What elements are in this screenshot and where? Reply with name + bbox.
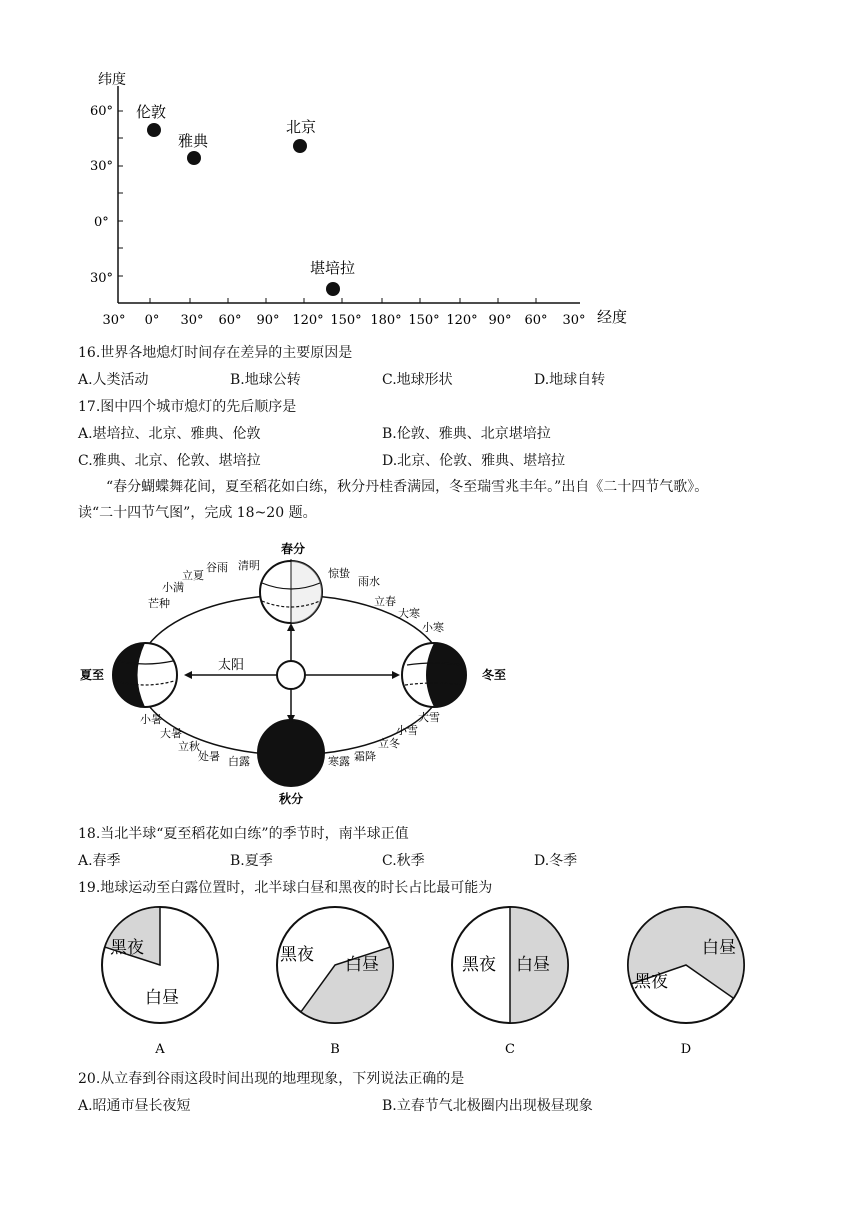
city-map [90,60,650,335]
x-tick: 180° [370,313,402,328]
q16-option-a[interactable]: A.人类活动 [78,372,149,388]
question-17-stem: 17.图中四个城市熄灯的先后顺序是 [78,399,297,415]
y-tick: 60° [90,104,114,119]
x-tick: 150° [330,313,362,328]
city-point-beijing [293,139,307,153]
solar-terms-diagram [78,535,518,810]
q16-option-d[interactable]: D.地球自转 [534,372,606,388]
question-19-stem: 19.地球运动至白露位置时，北半球白昼和黑夜的时长占比最可能为 [78,880,493,896]
pie-chart-option-b[interactable] [277,907,393,1057]
x-tick: 150° [408,313,440,328]
question-16-stem: 16.世界各地熄灯时间存在差异的主要原因是 [78,345,353,361]
pie-night-label: 黑夜 [462,955,496,975]
q17-option-c[interactable]: C.雅典、北京、伦敦、堪培拉 [78,453,261,469]
x-tick: 120° [446,313,478,328]
label-spring-equinox: 春分 [281,542,306,556]
city-label-canberra: 堪培拉 [310,259,356,277]
city-point-canberra [326,282,340,296]
passage-line-2: 读“二十四节气图”，完成 18~20 题。 [78,505,317,521]
pie-day-label: 白昼 [145,988,179,1008]
term-xiaoman: 小满 [162,581,184,594]
city-point-london [147,123,161,137]
term-jingzhe: 惊蛰 [328,567,350,580]
x-tick: 90° [256,313,280,328]
x-tick: 60° [524,313,548,328]
earth-winter-solstice [402,643,466,707]
pie-day-label: 白昼 [516,955,550,975]
x-tick: 0° [144,313,160,328]
pie-night-label: 黑夜 [634,972,668,992]
q18-option-c[interactable]: C.秋季 [382,853,425,869]
q16-option-c[interactable]: C.地球形状 [382,372,453,388]
term-qingming: 清明 [238,559,260,572]
q19-pie-charts[interactable] [90,905,770,1065]
sun-label: 太阳 [218,658,245,673]
pie-option-letter: D [680,1042,692,1057]
q18-option-a[interactable]: A.春季 [78,853,121,869]
x-tick: 30° [562,313,586,328]
city-label-london: 伦敦 [136,103,167,121]
term-mangzhong: 芒种 [148,597,170,610]
passage-line-1: “春分蝴蝶舞花间，夏至稻花如白练，秋分丹桂香满园，冬至瑞雪兆丰年。”出自《二十四节气歌》。 [106,479,709,495]
pie-day-label: 白昼 [702,938,736,958]
pie-chart-option-a[interactable] [102,907,218,1057]
city-point-athens [187,151,201,165]
x-axis-label: 经度 [597,308,628,326]
earth-autumn-equinox [258,720,324,786]
pie-night-label: 黑夜 [280,945,314,965]
q20-option-b[interactable]: B.立春节气北极圈内出现极昼现象 [382,1098,593,1114]
pie-chart-option-d[interactable] [628,907,744,1057]
y-tick: 30° [90,159,114,174]
q17-option-d[interactable]: D.北京、伦敦、雅典、堪培拉 [382,453,566,469]
term-lidong: 立冬 [378,737,400,750]
question-20-stem: 20.从立春到谷雨这段时间出现的地理现象，下列说法正确的是 [78,1071,465,1087]
x-tick: 30° [180,313,204,328]
earth-spring-equinox [260,559,322,625]
term-xiaoxue: 小雪 [396,724,418,737]
term-liqiu: 立秋 [178,740,200,753]
pie-chart-option-c[interactable] [452,907,568,1057]
city-label-beijing: 北京 [286,118,317,136]
pie-option-letter: A [155,1042,165,1057]
q16-option-b[interactable]: B.地球公转 [230,372,301,388]
y-tick: 0° [94,215,109,230]
passage [78,474,788,500]
label-summer-solstice: 夏至 [80,668,105,682]
pie-day-label: 白昼 [345,955,379,975]
pie-option-letter: C [505,1042,515,1057]
y-axis-label: 纬度 [98,72,126,88]
term-daxue: 大雪 [418,711,440,724]
question-18-stem: 18.当北半球“夏至稻花如白练”的季节时，南半球正值 [78,826,409,842]
y-tick: 30° [90,271,114,286]
sun-icon [277,661,305,689]
pie-night-label: 黑夜 [110,938,144,958]
q17-option-a[interactable]: A.堪培拉、北京、雅典、伦敦 [78,426,261,442]
label-autumn-equinox: 秋分 [279,792,304,806]
term-dahan: 大寒 [398,607,420,620]
term-guyu: 谷雨 [206,561,228,574]
x-tick: 90° [488,313,512,328]
term-xiaohan: 小寒 [422,621,444,634]
city-label-athens: 雅典 [178,132,209,150]
x-tick: 120° [292,313,324,328]
term-dashu: 大暑 [160,727,182,740]
term-yushui: 雨水 [358,575,380,588]
x-tick: 30° [102,313,126,328]
label-winter-solstice: 冬至 [482,668,507,682]
q17-option-b[interactable]: B.伦敦、雅典、北京堪培拉 [382,426,551,442]
x-tick: 60° [218,313,242,328]
term-lichun: 立春 [374,595,396,608]
q18-option-b[interactable]: B.夏季 [230,853,273,869]
q18-option-d[interactable]: D.冬季 [534,853,578,869]
q20-option-a[interactable]: A.昭通市昼长夜短 [78,1098,191,1114]
term-chushu: 处暑 [198,750,220,763]
term-xiaoshu: 小暑 [140,713,162,726]
earth-summer-solstice [113,643,177,707]
term-shuangjiang: 霜降 [354,750,376,763]
term-hanlu: 寒露 [328,755,350,768]
term-bailu: 白露 [228,755,250,768]
pie-option-letter: B [330,1042,340,1057]
term-lixia: 立夏 [182,569,204,582]
